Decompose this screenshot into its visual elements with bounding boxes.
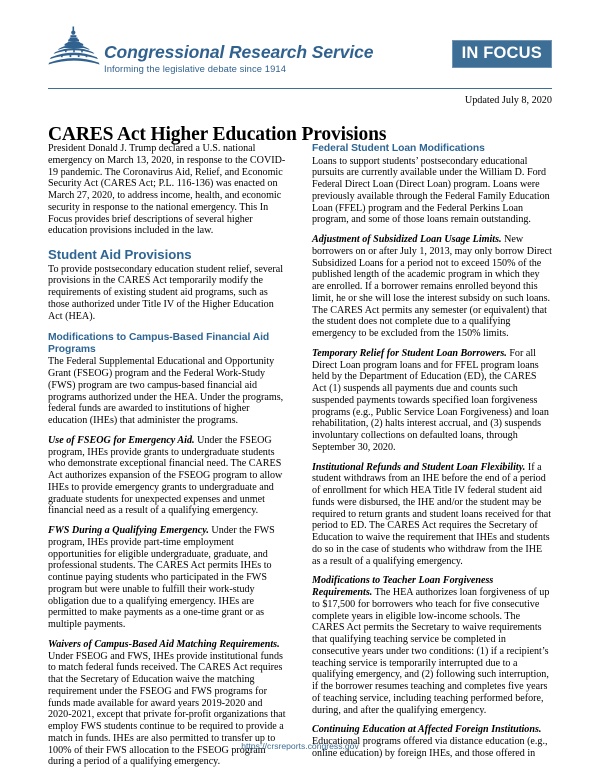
provision-paragraph xyxy=(312,575,552,716)
provision-lead: FWS During a Qualifying Emergency. xyxy=(48,525,209,537)
provision-lead: Adjustment of Subsidized Loan Usage Limits. xyxy=(312,234,502,246)
provision-body: For all Direct Loan program loans and for FFEL program loans held by the Department of Education (ED), the CARES Act (1) suspends all payments due and counts such suspended payments towards specified loan forgiveness programs (e.g., Public Service Loan Forgiveness) and loan rehabilitation, (2) halts interest accrual, and (3) suspends involuntary collections on defaulted loans, through September 30, 2020. xyxy=(312,347,549,453)
provision-body: New borrowers on or after July 1, 2013, may only borrow Direct Subsidized Loans for a period not to exceed 150% of the published length of the academic program in which they are enrolled. If a borrower remains enrolled beyond this limit, he or she will lose the interest subsidy on such loans. The CARES Act permits any semester (or equivalent) that the student does not complete due to a qualifying emergency to be excluded from the 150% limits. xyxy=(312,234,552,340)
provision-lead: Modifications to Teacher Loan Forgiveness Requirements. xyxy=(312,575,494,599)
loan-intro-paragraph: Loans to support students’ postsecondary educational pursuits are currently available under the William D. Ford Federal Direct Loan (Direct Loan) program. Loans were previously available through the Federal Family Education Loan (FFEL) program and the Federal Perkins Loan program, and some of those loans remain outstanding. xyxy=(312,155,550,226)
provision-paragraph xyxy=(312,348,552,454)
provision-paragraph xyxy=(312,462,552,568)
provision-body: Under the FSEOG program, IHEs provide grants to undergraduate students who demonstrate exceptional financial need. The CARES Act authorizes expansion of the FSEOG program to allow IHEs to provide emergency grants to undergraduate and graduate students for unexpected expenses and unmet financial need as a result of a qualifying emergency. xyxy=(48,434,283,517)
header-divider xyxy=(48,88,552,89)
left-column xyxy=(48,143,288,768)
in-focus-badge: IN FOCUS xyxy=(452,40,552,68)
provision-body: The HEA authorizes loan forgiveness of up to $17,500 for borrowers who teach for five consecutive complete years in eligible low-income schools. The CARES Act permits the Secretary to waive requirements that qualifying teaching service be completed in consecutive years under two conditions: (1) if a recipient’s teaching service is temporarily interrupted due to a qualifying emergency, and (2) following such interruption, if the borrower resumes teaching and completes five years of teaching service, including teaching performed before, during, and after the qualifying emergency. xyxy=(312,587,550,716)
provision-lead: Use of FSEOG for Emergency Aid. xyxy=(48,434,195,446)
provision-paragraph xyxy=(48,435,288,517)
intro-paragraph: President Donald J. Trump declared a U.S. national emergency on March 13, 2020, in response to the COVID-19 pandemic. The Coronavirus Aid, Relief, and Economic Security Act (CARES Act; P.L. 116-136) was enacted on March 27, 2020, to address income, health, and economic security in response to the national emergency. This In Focus provides brief descriptions of several higher education provisions included in the law. xyxy=(48,143,286,237)
document-header xyxy=(48,26,552,82)
provision-body: Under FSEOG and FWS, IHEs provide institutional funds to match federal funds received. The CARES Act requires that the Secretary of Education waive the matching requirement under the FSEOG and FWS programs for funds made available for award years 2019-2020 and 2020-2021, except that private for-profit organizations that employ FWS students continue to be required to provide a match in funds. IHEs are also permitted to transfer up to 100% of their FWS allocation to the FSEOG program during a period of a qualifying emergency. xyxy=(48,650,286,768)
crs-logo xyxy=(48,26,373,76)
provision-paragraph xyxy=(48,525,288,631)
right-column xyxy=(312,143,552,759)
section-heading-student-aid: Student Aid Provisions xyxy=(48,247,192,262)
sub-heading-loan-modifications: Federal Student Loan Modifications xyxy=(312,143,485,154)
provision-lead: Continuing Education at Affected Foreign Institutions. xyxy=(312,724,542,736)
provision-lead: Institutional Refunds and Student Loan Flexibility. xyxy=(312,461,526,473)
provision-body: Under the FWS program, IHEs provide part-time employment opportunities for eligible undergraduate, graduate, and professional students. The CARES Act permits IHEs to continue paying students who participated in the FWS program but were unable to fulfill their work-study obligation due to a qualifying emergency. IHEs are permitted to make payments as a one-time grant or as multiple payments. xyxy=(48,525,275,631)
provision-body: Educational programs offered via distance education (e.g., online education) by foreign IHEs, and those offered in xyxy=(312,736,548,759)
section-intro-paragraph: To provide postsecondary education student relief, several provisions in the CARES Act temporarily modify the requirements of existing student aid programs, such as those authorized under Title IV of the Higher Education Act (HEA). xyxy=(48,263,284,322)
sub-heading-campus-based: Modifications to Campus-Based Financial Aid Programs xyxy=(48,332,270,355)
updated-date: Updated July 8, 2020 xyxy=(464,95,552,106)
provision-body: If a student withdraws from an IHE before the end of a period of enrollment for which HEA Title IV federal student aid funds were disbursed, the IHE and/or the student may be required to return grants and student loans received for that period to ED. The CARES Act requires the Secretary of Education to waive the requirement that IHEs and students do so in the case of students who withdraw from the IHE as a result of a qualifying emergency. xyxy=(312,461,552,567)
capitol-dome-icon xyxy=(48,26,100,76)
page-title: CARES Act Higher Education Provisions xyxy=(48,124,387,146)
crs-tagline: Informing the legislative debate since 1914 xyxy=(104,62,287,74)
crs-org-name: Congressional Research Service xyxy=(104,42,374,63)
provision-paragraph xyxy=(312,234,552,340)
footer-link[interactable]: https://crsreports.congress.gov xyxy=(241,741,359,751)
provision-lead: Waivers of Campus-Based Aid Matching Requirements. xyxy=(48,638,280,650)
provision-lead: Temporary Relief for Student Loan Borrowers. xyxy=(312,347,507,359)
crs-wordmark xyxy=(104,43,373,76)
sub-intro-paragraph: The Federal Supplemental Educational and Opportunity Grant (FSEOG) program and the Federal Work-Study (FWS) program are two campus-based financial aid programs authorized under the HEA. Under the programs, federal funds are awarded to institutions of higher education (IHEs) that administer the programs. xyxy=(48,356,284,427)
